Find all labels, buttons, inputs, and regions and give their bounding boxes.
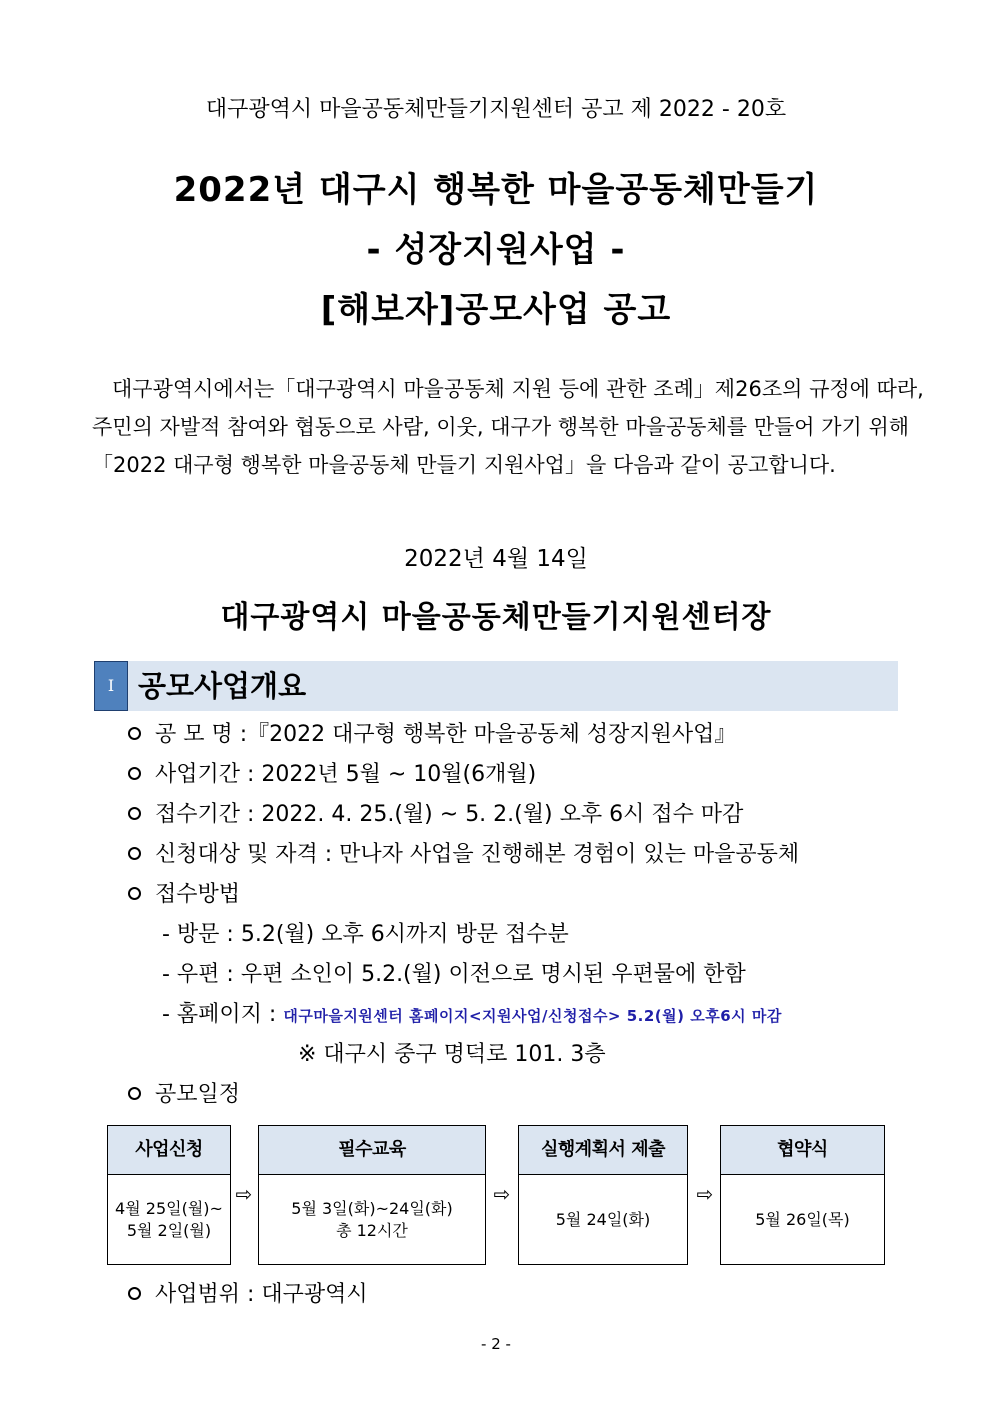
section-number: I [94, 661, 128, 711]
schedule-step-title: 사업신청 [108, 1126, 230, 1175]
schedule-step-plan [518, 1125, 688, 1265]
circle-bullet-icon [128, 727, 141, 740]
schedule-step-agreement [720, 1125, 885, 1265]
method-web-detail: 대구마을지원센터 홈페이지<지원사업/신청접수> 5.2(월) 오후6시 마감 [283, 1007, 782, 1025]
schedule-step-date-2: 5월 2일(월) [126, 1221, 212, 1240]
method-web [162, 1000, 782, 1031]
title-line-2: - 성장지원사업 - [366, 230, 626, 270]
circle-bullet-icon [128, 887, 141, 900]
schedule-step-apply [107, 1125, 231, 1265]
announcement-date: 2022년 4월 14일 [404, 546, 588, 572]
item-reception [128, 800, 743, 830]
section-title: 공모사업개요 [138, 669, 307, 703]
schedule-step-date: 5월 3일(화)~24일(화) [291, 1199, 453, 1218]
schedule-step-date: 5월 24일(화) [555, 1210, 651, 1229]
circle-bullet-icon [128, 1287, 141, 1300]
schedule-step-title: 협약식 [721, 1126, 884, 1175]
schedule-step-training [258, 1125, 486, 1265]
intro-line-1: 대구광역시에서는「대구광역시 마을공동체 지원 등에 관한 조례」제26조의 규정에 따라, [112, 377, 924, 401]
intro-line-3: 「2022 대구형 행복한 마을공동체 만들기 지원사업」을 다음과 같이 공고합니다. [92, 453, 836, 477]
page-number: - 2 - [481, 1335, 511, 1353]
item-schedule-text: 공모일정 [155, 1082, 241, 1107]
schedule-step-title: 실행계획서 제출 [519, 1126, 687, 1175]
schedule-step-date: 4월 25일(월)~ [115, 1199, 223, 1218]
circle-bullet-icon [128, 767, 141, 780]
signer: 대구광역시 마을공동체만들기지원센터장 [220, 600, 772, 635]
schedule-step-title: 필수교육 [259, 1126, 485, 1175]
schedule-step-body [721, 1175, 884, 1265]
item-method-text: 접수방법 [155, 882, 241, 907]
schedule-step-hours: 총 12시간 [336, 1221, 408, 1240]
schedule-step-body [259, 1175, 485, 1265]
item-scope [128, 1280, 368, 1310]
title-line-3: [해보자]공모사업 공고 [320, 290, 672, 330]
method-web-label: - 홈페이지 : [162, 1002, 277, 1027]
right-arrow-icon: ⇨ [493, 1182, 511, 1206]
schedule-step-body [108, 1175, 230, 1265]
schedule-step-body [519, 1175, 687, 1265]
title-line-1: 2022년 대구시 행복한 마을공동체만들기 [173, 170, 819, 210]
circle-bullet-icon [128, 807, 141, 820]
circle-bullet-icon [128, 847, 141, 860]
item-name-text: 공 모 명 :『2022 대구형 행복한 마을공동체 성장지원사업』 [155, 722, 737, 747]
right-arrow-icon: ⇨ [696, 1182, 714, 1206]
intro-line-2: 주민의 자발적 참여와 협동으로 사람, 이웃, 대구가 행복한 마을공동체를 만들어 가기 위해 [92, 415, 910, 439]
schedule-step-date: 5월 26일(목) [755, 1210, 850, 1229]
item-eligibility [128, 840, 799, 870]
item-period [128, 760, 536, 790]
circle-bullet-icon [128, 1087, 141, 1100]
right-arrow-icon: ⇨ [235, 1182, 253, 1206]
address-note: ※ 대구시 중구 명덕로 101. 3층 [298, 1042, 606, 1067]
item-period-text: 사업기간 : 2022년 5월 ~ 10월(6개월) [155, 762, 537, 787]
method-mail: - 우편 : 우편 소인이 5.2.(월) 이전으로 명시된 우편물에 한함 [162, 962, 746, 987]
item-scope-text: 사업범위 : 대구광역시 [155, 1282, 368, 1307]
item-reception-text: 접수기간 : 2022. 4. 25.(월) ~ 5. 2.(월) 오후 6시 접수 마감 [155, 802, 744, 827]
intro-paragraph [92, 370, 924, 484]
item-schedule [128, 1080, 240, 1110]
item-method [128, 880, 240, 910]
notice-number: 대구광역시 마을공동체만들기지원센터 공고 제 2022 - 20호 [205, 97, 787, 122]
method-visit: - 방문 : 5.2(월) 오후 6시까지 방문 접수분 [162, 922, 569, 947]
item-name [128, 720, 736, 750]
item-eligibility-text: 신청대상 및 자격 : 만나자 사업을 진행해본 경험이 있는 마을공동체 [155, 842, 800, 867]
